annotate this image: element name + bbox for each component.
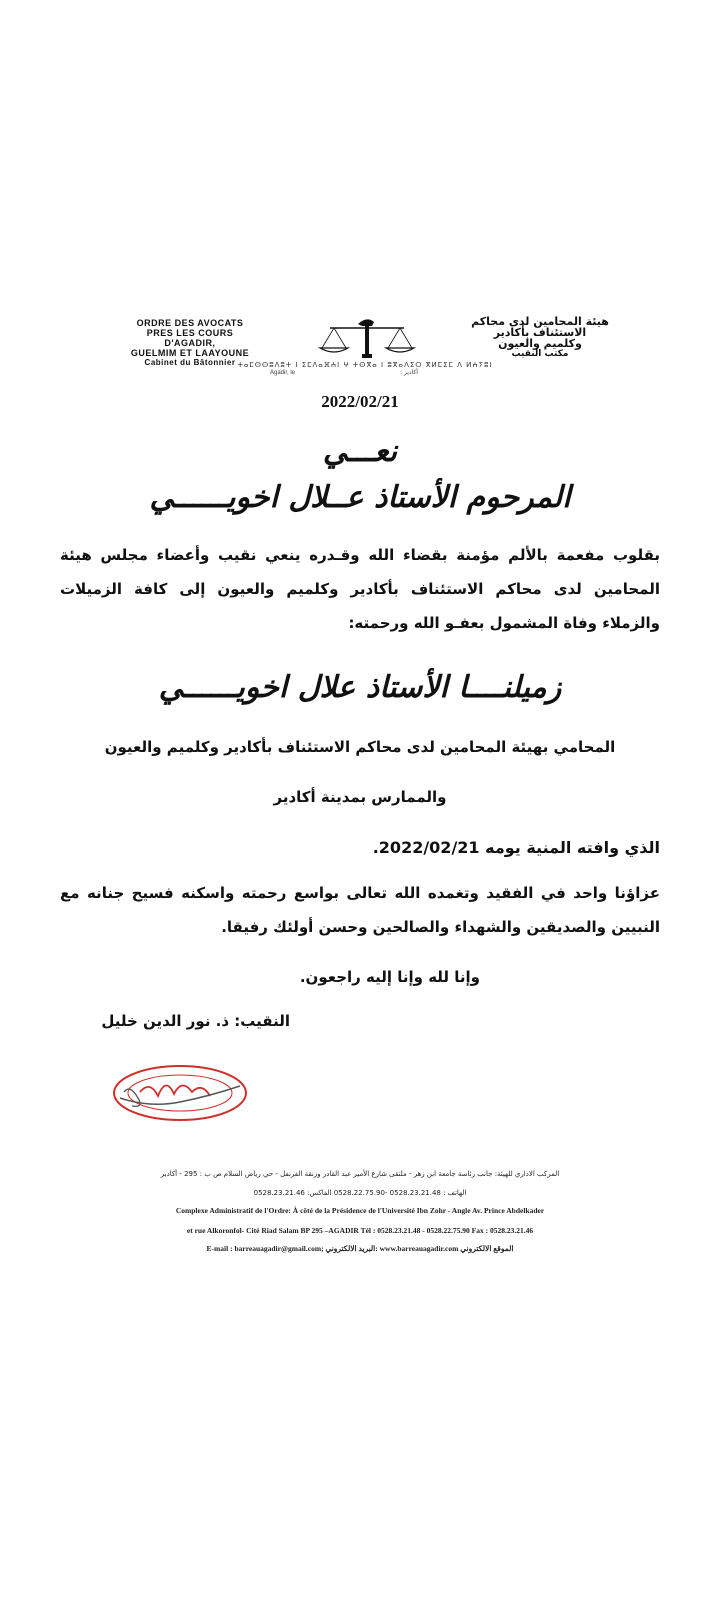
fr-cabinet: Cabinet du Bâtonnier: [144, 358, 236, 367]
condolence-paragraph: عزاؤنا واحد في الفقيد وتغمده الله تعالى بواسع رحمته واسكنه فسيح جنانه مع النبيين والصديقين والشهداء والصالحين وحسن أولئك رفيقا.: [60, 884, 660, 936]
ar-org-line3: وكلميم والعيون: [498, 337, 582, 350]
announcement-paragraph: بقلوب مفعمة بالألم مؤمنة بقضاء الله وقـدره ينعي نقيب وأعضاء مجلس هيئة المحامين لدى محاكم الاستئناف بأكادير وكلميم والعيون إلى كافة الزميلات والزملاء وفاة المشمول بعفـو الله ورحمته:: [60, 546, 660, 632]
fr-org-line4: GUELMIM ET LAAYOUNE: [130, 348, 250, 358]
official-stamp: [110, 1062, 250, 1124]
letter-date: 2022/02/21: [321, 392, 399, 411]
ar-cabinet: مكتب النقيب: [511, 349, 569, 359]
tifinagh-line: ⵜⴰⵎⵙⵙⵓⴷⵓⵜ ⵏ ⵉⵎⴷⴰⴼⵄⵏ ⵖ ⵜⵙⴳⴰ ⵏ ⵓⴳⴰⴷⵉⵔ ⴳⵍⵎⵉⵎ ⴷ ⵍⵄⵢⵓⵏ: [237, 361, 493, 369]
letterhead-ar: [450, 316, 630, 360]
scales-emblem: [312, 314, 422, 360]
fr-org-line3: D'AGADIR,: [164, 338, 216, 348]
closing-verse: وإنا لله وإنا إليه راجعون.: [299, 968, 480, 986]
ar-org-line2: الاستئناف بأكادير: [493, 326, 587, 339]
deceased-heading: المرحوم الأستاذ عــلال اخويــــــي: [149, 480, 571, 515]
footer-address-ar: المركب الاداري للهيئة: جانب رئاسة جامعة ابن زهر - ملتقى شارع الأمير عبد القادر وزنقة الفرنفل - حي رياض السلام ص ب : 295 - أكادير: [160, 1170, 560, 1178]
ar-org-line1: هيئة المحامين لدى محاكم: [471, 315, 609, 328]
footer-contact-line: E-mail : barreauagadir@gmail.com; البريد الالكتروني: www.barreauagadir.com الموقع الالكتروني: [206, 1244, 514, 1253]
death-date-line: الذي وافته المنية يومه 2022/02/21.: [372, 838, 660, 857]
description-line-2: والممارس بمدينة أكادير: [273, 788, 447, 806]
fr-org-line1: ORDRE DES AVOCATS: [136, 318, 244, 328]
colleague-name: زميلنــــا الأستاذ علال اخويــــــي: [158, 670, 562, 705]
place-fr: Agadir, le: [270, 370, 296, 376]
footer-phones-ar: الهاتف : 0528.23.21.48 -0528.22.75.90 الفاكس: 0528.23.21.46: [253, 1189, 467, 1197]
description-line-1: المحامي بهيئة المحامين لدى محاكم الاستئناف بأكادير وكلميم والعيون: [104, 738, 616, 756]
fr-org-line2: PRES LES COURS: [146, 328, 234, 338]
page-title: نعـــي: [322, 434, 398, 469]
footer-address-fr-2: et rue Alkoronfol- Cité Riad Salam BP 295 –AGADIR Tél : 0528.23.21.48 - 0528.22.75.90 Fax : 0528.23.21.46: [186, 1226, 534, 1235]
letterhead: [90, 314, 630, 376]
place-ar: أكادير :: [400, 369, 418, 376]
footer-address-fr-1: Complexe Administratif de l'Ordre: À côté de la Présidence de l'Université Ibn Zohr - Angle Av. Prince Abdelkader: [175, 1206, 545, 1215]
signatory-label: النقيب: ذ. نور الدين خليل: [101, 1012, 290, 1030]
